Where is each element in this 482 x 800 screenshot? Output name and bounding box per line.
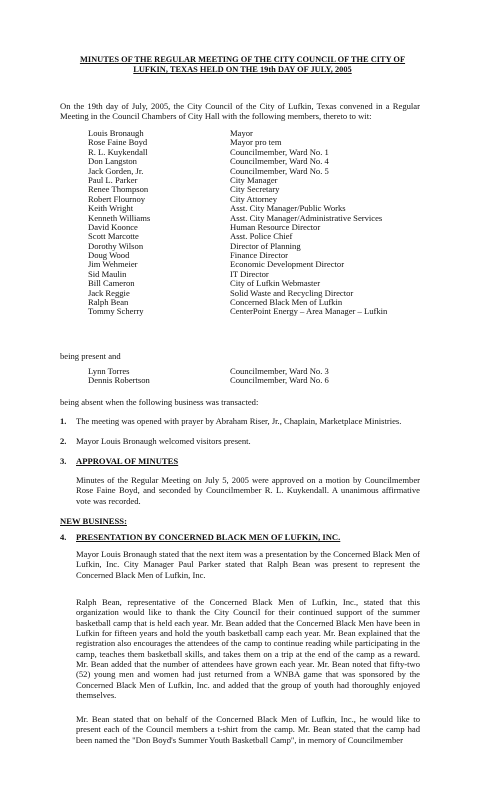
present-members-list xyxy=(88,128,418,316)
member-row xyxy=(88,297,418,306)
member-role: Solid Waste and Recycling Director xyxy=(230,287,354,298)
member-row xyxy=(88,175,418,184)
member-name: David Koonce xyxy=(88,221,138,232)
item-number: 4. xyxy=(60,532,67,542)
member-name: Lynn Torres xyxy=(88,366,130,376)
member-role: Councilmember, Ward No. 6 xyxy=(230,375,329,386)
minutes-approval-text: Minutes of the Regular Meeting on July 5, 2005 were approved on a motion by Councilmember Rose Faine Boyd, and seconded by Councilmember R. L. Kuykendall. A unanimous affirmative vote was recorded. xyxy=(76,475,420,506)
member-name: Ralph Bean xyxy=(88,297,129,308)
member-role: Councilmember, Ward No. 4 xyxy=(230,156,329,167)
transition-text: being absent when the following business was transacted: xyxy=(60,397,259,407)
member-row xyxy=(88,184,418,193)
item-number: 2. xyxy=(60,436,67,446)
being-present-text: being present and xyxy=(60,351,121,361)
member-row xyxy=(88,137,418,146)
member-name: R. L. Kuykendall xyxy=(88,146,148,157)
member-role: Economic Development Director xyxy=(230,259,345,270)
member-row xyxy=(88,194,418,203)
member-row xyxy=(88,231,418,240)
item-number: 3. xyxy=(60,456,67,466)
member-name: Rose Faine Boyd xyxy=(88,137,148,148)
agenda-item-4 xyxy=(60,532,420,542)
member-role: IT Director xyxy=(230,268,269,279)
member-row xyxy=(88,213,418,222)
member-name: Paul L. Parker xyxy=(88,174,138,185)
member-name: Dennis Robertson xyxy=(88,375,150,386)
member-row xyxy=(88,306,418,315)
member-role: Human Resource Director xyxy=(230,221,321,232)
member-role: City of Lufkin Webmaster xyxy=(230,278,321,289)
member-name: Louis Bronaugh xyxy=(88,128,144,138)
member-role: City Secretary xyxy=(230,184,280,195)
member-row xyxy=(88,278,418,287)
member-role: Councilmember, Ward No. 5 xyxy=(230,165,329,176)
member-name: Scott Marcotte xyxy=(88,231,139,242)
agenda-item-3 xyxy=(60,456,420,466)
member-role: Mayor pro tem xyxy=(230,137,282,148)
member-role: Finance Director xyxy=(230,250,288,261)
item-text: The meeting was opened with prayer by Abraham Riser, Jr., Chaplain, Marketplace Ministries. xyxy=(76,416,402,426)
member-role: City Attorney xyxy=(230,193,278,204)
member-name: Tommy Scherry xyxy=(88,306,144,317)
member-role: City Manager xyxy=(230,174,278,185)
member-row xyxy=(88,166,418,175)
member-role: Asst. Police Chief xyxy=(230,231,293,242)
new-business-heading: NEW BUSINESS: xyxy=(60,516,127,526)
presentation-paragraph-3: Mr. Bean stated that on behalf of the Concerned Black Men of Lufkin, Inc., he would like to present each of the Council members a t-shirt from the camp. Mr. Bean stated that the camp had been named the "Don Boyd's Summer Youth Basketball Camp", in memory of Councilmember xyxy=(76,714,420,745)
member-role: Asst. City Manager/Public Works xyxy=(230,203,346,214)
member-name: Keith Wright xyxy=(88,203,134,214)
member-row xyxy=(88,128,418,137)
member-row xyxy=(88,269,418,278)
section-heading: APPROVAL OF MINUTES xyxy=(76,456,179,466)
member-row xyxy=(88,250,418,259)
member-name: Dorothy Wilson xyxy=(88,240,144,251)
member-row xyxy=(88,203,418,212)
presentation-paragraph-1: Mayor Louis Bronaugh stated that the next item was a presentation by the Concerned Black Men of Lufkin, Inc. City Manager Paul Parker stated that Ralph Bean was present to represent the Concerned Black Men of Lufkin, Inc. xyxy=(76,549,420,580)
member-name: Renee Thompson xyxy=(88,184,149,195)
member-row xyxy=(88,222,418,231)
title-line-1: MINUTES OF THE REGULAR MEETING OF THE CITY COUNCIL OF THE CITY OF xyxy=(79,55,406,64)
member-role: CenterPoint Energy – Area Manager – Lufkin xyxy=(230,306,388,317)
absent-members-list xyxy=(88,366,418,385)
member-name: Jim Wehmeier xyxy=(88,259,138,270)
member-name: Kenneth Williams xyxy=(88,212,151,223)
member-role: Councilmember, Ward No. 3 xyxy=(230,366,329,376)
agenda-item-1 xyxy=(60,416,420,426)
member-role: Councilmember, Ward No. 1 xyxy=(230,146,329,157)
member-row xyxy=(88,288,418,297)
section-heading: PRESENTATION BY CONCERNED BLACK MEN OF LUFKIN, INC. xyxy=(76,532,341,542)
member-role: Concerned Black Men of Lufkin xyxy=(230,297,343,308)
item-text: Mayor Louis Bronaugh welcomed visitors present. xyxy=(76,436,251,446)
member-name: Sid Maulin xyxy=(88,268,127,279)
member-name: Bill Cameron xyxy=(88,278,135,289)
member-row xyxy=(88,375,418,384)
member-name: Jack Gorden, Jr. xyxy=(88,165,144,176)
member-row xyxy=(88,259,418,268)
member-name: Jack Reggie xyxy=(88,287,130,298)
presentation-paragraph-2: Ralph Bean, representative of the Concerned Black Men of Lufkin, Inc., stated that this organization would like to thank the City Council for their continued support of the summer basketball camp that is held each year. Mr. Bean added that the Concerned Black Men have been in Lufkin for fifteen years and hold the youth basketball camp each year. Mr. Bean explained that the registration also encourages the attendees of the camp to continue reading while participating in the camp, teaches them basketball skills, and takes them on a trip at the end of the camp as a reward. Mr. Bean added that the number of attendees have grown each year. Mr. Bean noted that fifty-two (52) young men and women had just returned from a WNBA game that was sponsored by the Concerned Black Men of Lufkin, Inc. and added that the group of youth had thoroughly enjoyed themselves. xyxy=(76,597,420,700)
member-name: Robert Flournoy xyxy=(88,193,146,204)
intro-paragraph: On the 19th day of July, 2005, the City Council of the City of Lufkin, Texas convened in a Regular Meeting in the Council Chambers of City Hall with the following members, thereto to wit: xyxy=(60,101,420,122)
member-row xyxy=(88,156,418,165)
member-name: Doug Wood xyxy=(88,250,130,261)
item-number: 1. xyxy=(60,416,67,426)
member-row xyxy=(88,147,418,156)
member-role: Mayor xyxy=(230,128,253,138)
member-row xyxy=(88,366,418,375)
title-line-2: LUFKIN, TEXAS HELD ON THE 19th DAY OF JULY, 2005 xyxy=(133,65,352,75)
member-row xyxy=(88,241,418,250)
document-title xyxy=(70,55,415,75)
member-role: Director of Planning xyxy=(230,240,301,251)
member-name: Don Langston xyxy=(88,156,137,167)
member-role: Asst. City Manager/Administrative Services xyxy=(230,212,383,223)
agenda-item-2 xyxy=(60,436,420,446)
